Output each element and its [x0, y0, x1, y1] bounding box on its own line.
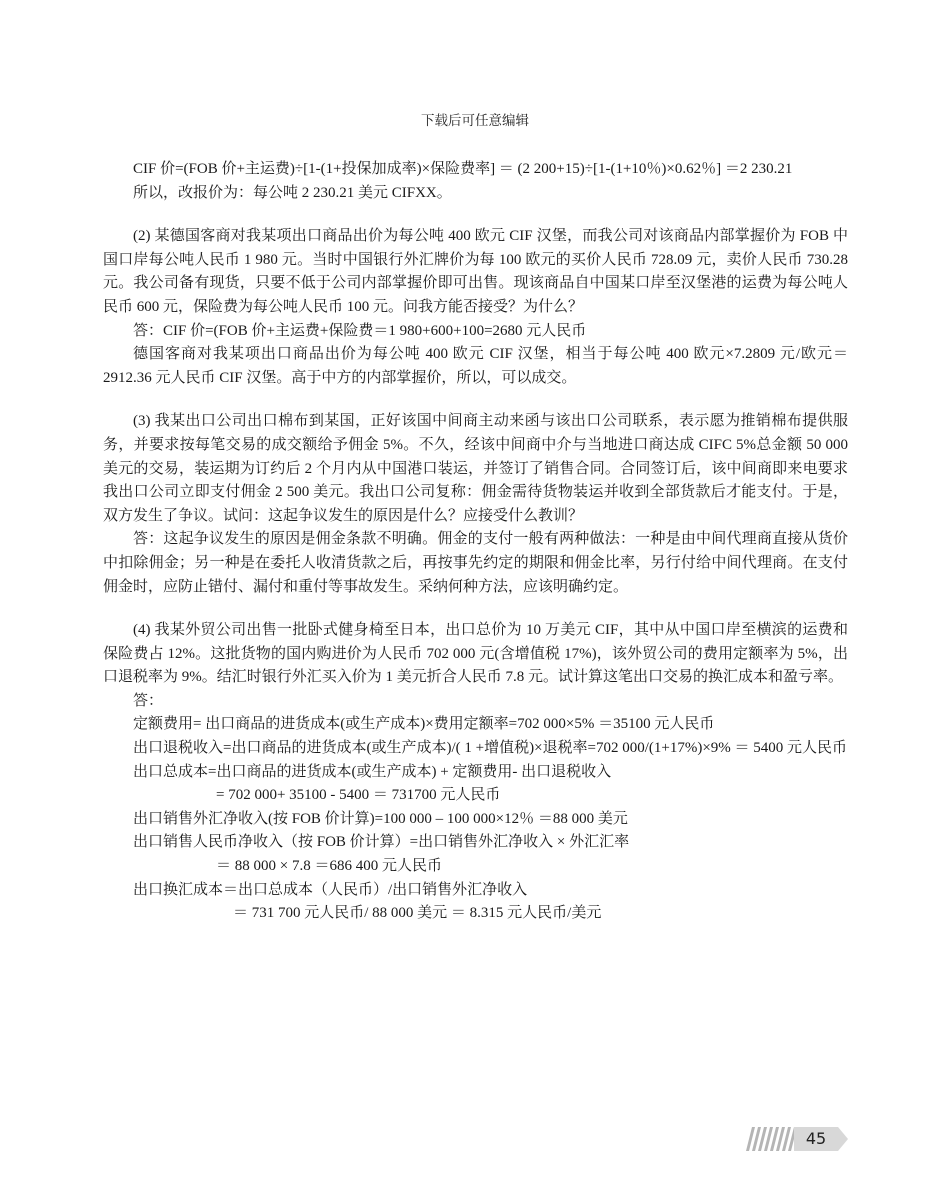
- question-4: (4) 我某外贸公司出售一批卧式健身椅至日本，出口总价为 10 万美元 CIF，其中从中国口岸至横滨的运费和保险费占 12%。这批货物的国内购进价为人民币 702 000 元(含增值税 17%)，该外贸公司的费用定额率为 5%，出口退税率为 9%。结汇时银行外汇买入价为 1 美元折合人民币 7.8 元。试计算这笔出口交易的换汇成本和盈亏率。: [103, 622, 848, 686]
- revised-quote-paragraph: 所以，改报价为：每公吨 2 230.21 美元 CIFXX。: [133, 184, 452, 201]
- answer-3: 答：这起争议发生的原因是佣金条款不明确。佣金的支付一般有两种做法：一种是由中间代理商直接从货价中扣除佣金；另一种是在委托人收清货款之后，再按事先约定的期限和佣金比率，另行付给中间代理商。在支付佣金时，应防止错付、漏付和重付等事故发生。采纳何种方法，应该明确约定。: [103, 531, 848, 595]
- answer-2-line-1: 答：CIF 价=(FOB 价+主运费+保险费＝1 980+600+100=2680 元人民币: [133, 322, 587, 339]
- answer-4-exchange-cost: 出口换汇成本＝出口总成本（人民币）/出口销售外汇净收入: [133, 881, 528, 898]
- answer-4-total-cost: 出口总成本=出口商品的进货成本(或生产成本) + 定额费用- 出口退税收入: [133, 763, 612, 780]
- page-header: 下载后可任意编辑: [421, 113, 529, 128]
- question-2: (2) 某德国客商对我某项出口商品出价为每公吨 400 欧元 CIF 汉堡，而我公司对该商品内部掌握价为 FOB 中国口岸每公吨人民币 1 980 元。当时中国银行外汇牌价为每 100 欧元的买价人民币 728.09 元，卖价人民币 730.28 元。我公司备有现货，只要不低于公司内部掌握价即可出售。现该商品自中国某口岸至汉堡港的运费为每公吨人民币 600 元，保险费为每公吨人民币 100 元。问我方能否接受？为什么？: [103, 228, 848, 315]
- answer-2-line-2: 德国客商对我某项出口商品出价为每公吨 400 欧元 CIF 汉堡，相当于每公吨 400 欧元×7.2809 元/欧元＝2912.36 元人民币 CIF 汉堡。高于中方的内部掌握价，所以，可以成交。: [103, 346, 848, 386]
- page-number: 45: [805, 1129, 827, 1148]
- answer-4-tax-rebate: 出口退税收入=出口商品的进货成本(或生产成本)/( 1 +增值税)×退税率=702 000/(1+17%)×9% ＝ 5400 元人民币: [133, 740, 848, 757]
- cif-formula-paragraph: CIF 价=(FOB 价+主运费)÷[1-(1+投保加成率)×保险费率] ＝ (2 200+15)÷[1-(1+10％)×0.62％] ＝2 230.21: [133, 161, 793, 177]
- answer-4-label: 答：: [133, 692, 164, 709]
- question-3: (3) 我某出口公司出口棉布到某国，正好该国中间商主动来函与该出口公司联系，表示愿为推销棉布提供服务，并要求按每笔交易的成交额给予佣金 5%。不久，经该中间商中介与当地进口商达成 CIFC 5%总金额 50 000 美元的交易，装运期为订约后 2 个月内从中国港口装运，并签订了销售合同。合同签订后，该中间商即来电要求我出口公司立即支付佣金 2 500 美元。我出口公司复称：佣金需待货物装运并收到全部货款后才能支付。于是，双方发生了争议。试问：这起争议发生的原因是什么？应接受什么教训？: [103, 413, 848, 524]
- answer-4-exchange-cost-result: ＝ 731 700 元人民币/ 88 000 美元 ＝ 8.315 元人民币/美元: [233, 905, 602, 922]
- answer-4-fixed-expense: 定额费用= 出口商品的进货成本(或生产成本)×费用定额率=702 000×5% ＝35100 元人民币: [133, 716, 715, 733]
- page-number-tab: [746, 1127, 848, 1151]
- document-body: [103, 158, 848, 926]
- answer-4-rmb-net-income-result: ＝ 88 000 × 7.8 ＝686 400 元人民币: [216, 858, 442, 875]
- answer-4-rmb-net-income: 出口销售人民币净收入（按 FOB 价计算）=出口销售外汇净收入 × 外汇汇率: [133, 834, 630, 851]
- answer-4-fx-net-income: 出口销售外汇净收入(按 FOB 价计算)=100 000 – 100 000×12％ ＝88 000 美元: [133, 810, 628, 827]
- decorative-stripes-icon: [746, 1127, 797, 1151]
- answer-4-total-cost-result: = 702 000+ 35100 - 5400 ＝ 731700 元人民币: [216, 787, 501, 804]
